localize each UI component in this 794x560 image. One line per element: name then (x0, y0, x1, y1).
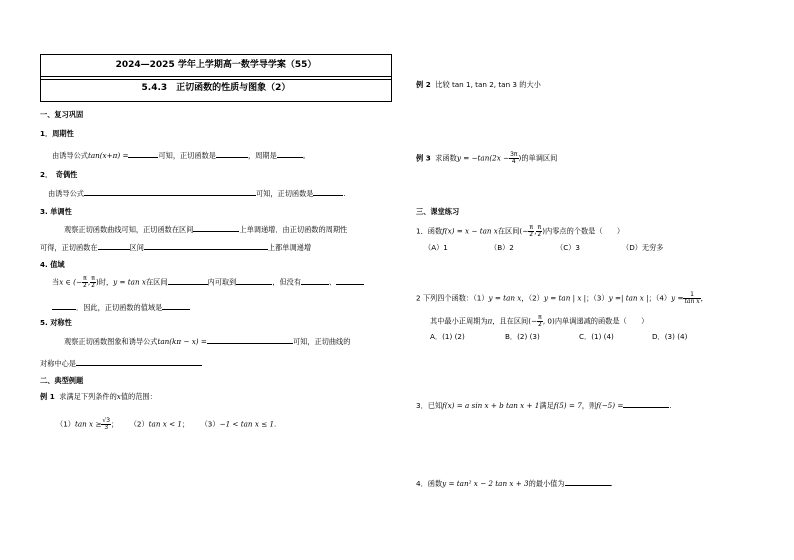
section-heading-practice: 三、课堂练习 (416, 207, 460, 216)
item-monotonicity-line1: 观察正切函数曲线可知，正切函数在区间 上单调递增．由正切函数的周期性 (64, 225, 348, 234)
question-2-line2: 其中最小正周期为π，且在区间(− $\frac{\pi}{2}$ , 0)内单调递减的函数是（ ） (430, 314, 649, 328)
item-parity-heading: 2． 奇偶性 (40, 170, 78, 179)
item-monotonicity-heading: 3. 单调性 (40, 207, 72, 216)
item-monotonicity-line2: 可得，正切函数在 区间 上都单调递增 (40, 243, 312, 252)
item-periodicity-text: 由诱导公式tan(x+π) = 可知，正切函数是 ，周期是 。 (52, 151, 310, 160)
question-2-option-c: C．(1) (4) (579, 332, 614, 341)
question-3: 3．已知f(x) = a sin x + b tan x + 1满足f(5) = 7，则f(−5) = . (416, 401, 672, 410)
item-range-line2: ．因此，正切函数的值域是 (52, 302, 190, 311)
item-periodicity-heading: 1．周期性 (40, 129, 74, 138)
example-2: 例 2 比较 tan 1, tan 2, tan 3 的大小 (416, 80, 541, 89)
item-parity-text: 由诱导公式 可知，正切函数是 . (48, 189, 346, 198)
question-1-option-a: （A）1 (424, 243, 448, 252)
question-4: 4．函数y = tan² x − 2 tan x + 3的最小值为 . (416, 479, 613, 488)
item-range-line1: 当x ∈ (− $\frac{\pi}{2}$ , $\frac{\pi}{2}$ )时，y = tan x在区间 内可取到 ，但没有 、 (52, 276, 364, 289)
question-1-option-c: （C）3 (556, 243, 580, 252)
question-2: 2 下列四个函数：（1）y = tan x，（2）y = tan | x |；（3）y =| tan x |；（4）y = $\frac{1}{\text{tan x}}$ ， (416, 291, 708, 305)
question-2-option-b: B．(2) (3) (505, 332, 540, 341)
example-1-items: （1）tan x ≥ $\frac{√3}{3}$ ； （2）tan x < 1； （3）−1 < tan x ≤ 1. (56, 417, 277, 431)
question-2-option-a: A．(1) (2) (430, 332, 465, 341)
question-1: 1．函数f(x) = x − tan x在区间(− $\frac{\pi}{2}$ , $\frac{\pi}{2}$ )内零点的个数是（ ） (416, 224, 625, 238)
page-subtitle: 5.4.3 正切函数的性质与图象（2） (141, 83, 291, 93)
item-symmetry-heading: 5. 对称性 (40, 318, 72, 327)
section-heading-review: 一、复习巩固 (40, 110, 84, 119)
example-3: 例 3 求函数y = −tan(2x − $\frac{3\pi}{4}$ )的单调区间 (416, 151, 558, 165)
page-title: 2024—2025 学年上学期高一数学导学案（55） (115, 60, 317, 70)
example-1: 例 1 求满足下列条件的x值的范围： (40, 392, 157, 401)
header-divider (40, 76, 392, 77)
section-heading-examples: 二、典型例题 (40, 376, 84, 385)
item-symmetry-line2: 对称中心是 (40, 358, 202, 367)
question-1-option-b: （B）2 (490, 243, 514, 252)
item-range-heading: 4. 值域 (40, 260, 65, 269)
question-2-option-d: D．(3) (4) (652, 332, 688, 341)
question-1-option-d: （D）无穷多 (622, 243, 664, 252)
item-symmetry-line1: 观察正切函数图象和诱导公式tan(kπ − x) = 可知，正切曲线的 (64, 337, 351, 346)
header-divider-2 (40, 79, 392, 80)
